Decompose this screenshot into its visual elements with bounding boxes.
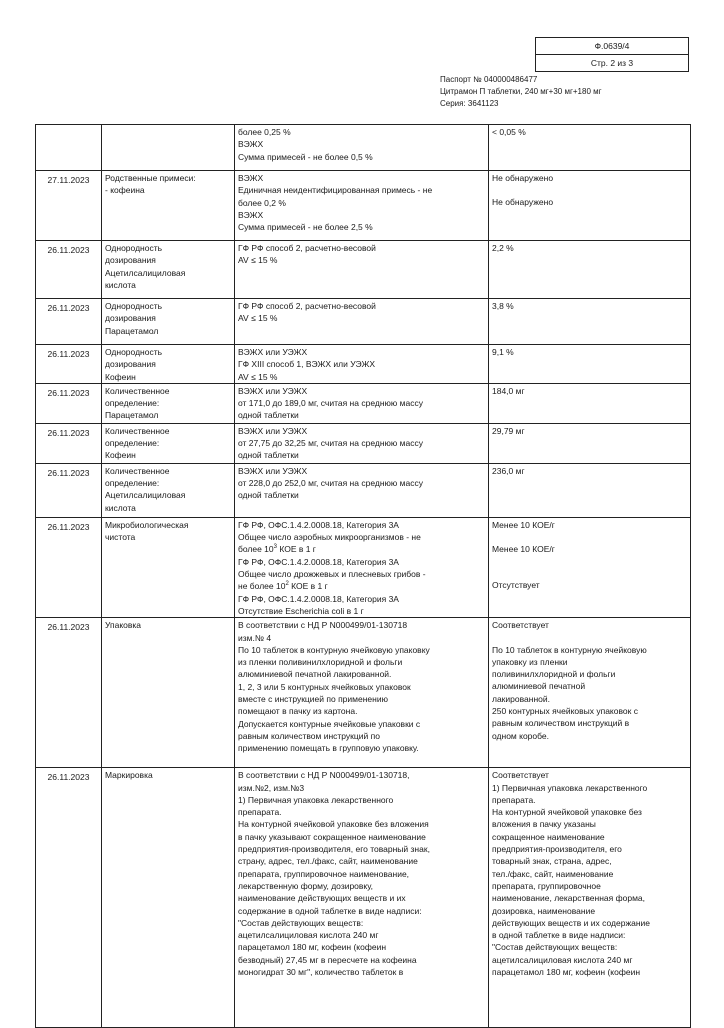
requirement-cell bbox=[235, 768, 489, 1028]
requirement-line: алюминиевой печатной лакированной. bbox=[238, 669, 392, 680]
requirement-line: от 228,0 до 252,0 мг, считая на среднюю массу bbox=[238, 478, 423, 489]
requirement-line: наименование действующих веществ и их bbox=[238, 893, 406, 904]
test-results-table bbox=[35, 124, 691, 1028]
result-line: 9,1 % bbox=[492, 347, 514, 357]
requirement-line: безводный) 27,45 мг в пересчете на кофеина bbox=[238, 954, 417, 965]
result-line: 2,2 % bbox=[492, 243, 514, 253]
test-date-cell bbox=[36, 299, 102, 345]
requirement-line: более 0,2 % bbox=[238, 197, 286, 208]
result-line: парацетамол 180 мг, кофеин (кофеин bbox=[492, 967, 641, 978]
test-date: 26.11.2023 bbox=[47, 521, 90, 532]
requirement-cell bbox=[235, 299, 489, 345]
requirement-line: ГФ РФ, ОФС.1.4.2.0008.18, Категория 3А bbox=[238, 519, 399, 530]
requirement-line: ВЭЖХ или УЭЖХ bbox=[238, 385, 308, 396]
requirement-line: равным количеством инструкций по bbox=[238, 730, 380, 741]
result-line bbox=[492, 184, 687, 196]
test-date: 26.11.2023 bbox=[47, 387, 90, 398]
requirement-cell bbox=[235, 618, 489, 768]
requirement-line: препарата, группировочное наименование, bbox=[238, 868, 410, 879]
result-cell bbox=[489, 768, 691, 1028]
requirement-cell bbox=[235, 463, 489, 517]
result-line: Отсутствует bbox=[492, 580, 540, 591]
requirement-line: По 10 таблеток в контурную ячейковую упаковку bbox=[238, 644, 430, 655]
requirement-line: лекарственную форму, дозировку, bbox=[238, 880, 374, 891]
requirement-line: ГФ РФ, ОФС.1.4.2.0008.18, Категория 3А bbox=[238, 556, 399, 567]
parameter-cell bbox=[102, 125, 235, 171]
result-line: наименование, лекарственная форма, bbox=[492, 893, 645, 904]
result-line: упаковку из пленки bbox=[492, 656, 568, 667]
result-cell bbox=[489, 517, 691, 617]
parameter-line: определение: bbox=[105, 398, 160, 409]
test-date: 26.11.2023 bbox=[47, 622, 90, 633]
result-cell bbox=[489, 423, 691, 463]
requirement-line: ВЭЖХ bbox=[238, 139, 264, 150]
requirement-cell bbox=[235, 125, 489, 171]
requirement-line: препарата. bbox=[238, 807, 282, 818]
result-line: Соответствует bbox=[492, 770, 549, 781]
test-date: 27.11.2023 bbox=[47, 175, 90, 185]
requirement-line: ацетилсалициловая кислота 240 мг bbox=[238, 930, 379, 941]
result-line: алюминиевой печатной bbox=[492, 681, 586, 692]
parameter-line: Однородность bbox=[105, 347, 163, 357]
requirement-line: "Состав действующих веществ: bbox=[238, 917, 364, 928]
parameter-line: Однородность bbox=[105, 243, 163, 253]
table-row bbox=[36, 171, 691, 241]
table-row bbox=[36, 768, 691, 1028]
table-body bbox=[36, 125, 691, 1028]
parameter-line: Однородность bbox=[105, 301, 163, 311]
parameter-line: дозирования bbox=[105, 313, 156, 324]
test-date: 26.11.2023 bbox=[47, 349, 90, 359]
form-code: Ф.0639/4 bbox=[594, 41, 630, 51]
test-date: 26.11.2023 bbox=[47, 772, 90, 783]
requirement-cell bbox=[235, 423, 489, 463]
test-date: 26.11.2023 bbox=[47, 245, 90, 255]
requirement-line: Сумма примесей - не более 2,5 % bbox=[238, 222, 373, 233]
requirement-line: более $10^3$ КОЕ в 1 г bbox=[238, 544, 316, 555]
result-line: действующих веществ и их содержание bbox=[492, 917, 651, 928]
batch-number: Серия: 3641123 bbox=[440, 99, 499, 108]
result-line: На контурной ячейковой упаковке без bbox=[492, 807, 642, 818]
test-date: 26.11.2023 bbox=[47, 427, 90, 438]
requirement-line: Общее число аэробных микроорганизмов - не bbox=[238, 532, 421, 543]
parameter-line: - кофеина bbox=[105, 185, 145, 196]
requirement-line: от 27,75 до 32,25 мг, считая на среднюю массу bbox=[238, 438, 423, 449]
result-cell bbox=[489, 125, 691, 171]
parameter-line: Родственные примеси: bbox=[105, 173, 196, 183]
requirement-line: В соответствии с НД Р N000499/01-130718 bbox=[238, 620, 408, 631]
requirement-line: применению помещать в групповую упаковку. bbox=[238, 743, 419, 754]
parameter-cell bbox=[102, 241, 235, 299]
requirement-line: ГФ РФ, ОФС.1.4.2.0008.18, Категория 3А bbox=[238, 593, 399, 604]
requirement-cell bbox=[235, 345, 489, 384]
requirement-line: изм.№2, изм.№3 bbox=[238, 782, 305, 793]
requirement-line: ВЭЖХ или УЭЖХ bbox=[238, 465, 308, 476]
requirement-line: предприятия-производителя, его товарный знак, bbox=[238, 844, 430, 855]
result-line: равным количеством инструкций в bbox=[492, 718, 630, 729]
requirement-line: AV ≤ 15 % bbox=[238, 371, 278, 382]
requirement-line: ГФ РФ способ 2, расчетно-весовой bbox=[238, 243, 376, 253]
result-line: 236,0 мг bbox=[492, 465, 525, 476]
result-line: Менее 10 КОЕ/г bbox=[492, 519, 555, 530]
parameter-cell bbox=[102, 423, 235, 463]
result-cell bbox=[489, 241, 691, 299]
parameter-line: Маркировка bbox=[105, 770, 153, 781]
requirement-line: AV ≤ 15 % bbox=[238, 255, 278, 266]
parameter-line: Парацетамол bbox=[105, 410, 159, 421]
requirement-line: содержание в одной таблетке в виде надписи: bbox=[238, 905, 422, 916]
parameter-cell bbox=[102, 383, 235, 423]
result-line: < 0,05 % bbox=[492, 127, 526, 137]
result-line: поливинилхлоридной и фольги bbox=[492, 669, 616, 680]
requirement-line: более 0,25 % bbox=[238, 127, 291, 137]
result-line: товарный знак, страна, адрес, bbox=[492, 856, 612, 867]
result-cell bbox=[489, 299, 691, 345]
result-line: 250 контурных ячейковых упаковок с bbox=[492, 706, 638, 717]
requirement-cell bbox=[235, 517, 489, 617]
result-cell bbox=[489, 383, 691, 423]
parameter-line: дозирования bbox=[105, 255, 156, 266]
requirement-line: вместе с инструкцией по применению bbox=[238, 694, 388, 705]
passport-number: Паспорт № 040000486477 bbox=[440, 75, 538, 84]
parameter-cell bbox=[102, 463, 235, 517]
parameter-line: Упаковка bbox=[105, 620, 142, 631]
result-line: "Состав действующих веществ: bbox=[492, 942, 618, 953]
test-date: 26.11.2023 bbox=[47, 303, 90, 313]
result-line: одном коробе. bbox=[492, 730, 549, 741]
parameter-line: Количественное bbox=[105, 425, 170, 436]
requirement-line: страну, адрес, тел./факс, сайт, наименование bbox=[238, 856, 418, 867]
parameter-line: Кофеин bbox=[105, 450, 136, 461]
parameter-line: кислота bbox=[105, 279, 136, 290]
result-line bbox=[492, 531, 687, 543]
parameter-cell bbox=[102, 171, 235, 241]
requirement-line: одной таблетки bbox=[238, 450, 299, 461]
requirement-cell bbox=[235, 241, 489, 299]
parameter-cell bbox=[102, 345, 235, 384]
requirement-line: ГФ XIII способ 1, ВЭЖХ или УЭЖХ bbox=[238, 359, 375, 370]
table-row bbox=[36, 299, 691, 345]
table-row bbox=[36, 618, 691, 768]
requirement-cell bbox=[235, 383, 489, 423]
result-line: в одной таблетке в виде надписи: bbox=[492, 930, 626, 941]
result-line bbox=[492, 567, 687, 579]
requirement-line: парацетамол 180 мг, кофеин (кофеин bbox=[238, 942, 387, 953]
parameter-line: определение: bbox=[105, 478, 160, 489]
table-row bbox=[36, 517, 691, 617]
parameter-cell bbox=[102, 618, 235, 768]
requirement-line: Сумма примесей - не более 0,5 % bbox=[238, 151, 373, 162]
test-date-cell bbox=[36, 125, 102, 171]
result-line: По 10 таблеток в контурную ячейковую bbox=[492, 644, 647, 655]
test-date-cell bbox=[36, 383, 102, 423]
test-date-cell bbox=[36, 241, 102, 299]
requirement-line: из пленки поливинилхлоридной и фольги bbox=[238, 657, 403, 668]
requirement-line: одной таблетки bbox=[238, 490, 299, 501]
requirement-line: помещают в пачку из картона. bbox=[238, 706, 358, 717]
result-line: 184,0 мг bbox=[492, 385, 525, 396]
product-name: Цитрамон П таблетки, 240 мг+30 мг+180 мг bbox=[440, 87, 602, 96]
requirement-line: одной таблетки bbox=[238, 410, 299, 421]
result-line: предприятия-производителя, его bbox=[492, 844, 622, 855]
table-row bbox=[36, 383, 691, 423]
parameter-line: Парацетамол bbox=[105, 325, 159, 336]
parameter-line: кислота bbox=[105, 502, 136, 513]
result-line bbox=[492, 555, 687, 567]
parameter-line: чистота bbox=[105, 532, 136, 543]
requirement-line: изм.№ 4 bbox=[238, 632, 272, 643]
requirement-line: не более $10^2$ КОЕ в 1 г bbox=[238, 581, 328, 592]
requirement-line: Общее число дрожжевых и плесневых грибов - bbox=[238, 569, 426, 580]
parameter-line: Кофеин bbox=[105, 371, 136, 382]
requirement-line: AV ≤ 15 % bbox=[238, 313, 278, 324]
requirement-line: ВЭЖХ или УЭЖХ bbox=[238, 425, 308, 436]
result-line: 1) Первичная упаковка лекарственного bbox=[492, 782, 648, 793]
table-row bbox=[36, 463, 691, 517]
table-row bbox=[36, 345, 691, 384]
result-cell bbox=[489, 618, 691, 768]
requirement-line: моногидрат 30 мг", количество таблеток в bbox=[238, 967, 404, 978]
requirement-line: Отсутствие Escherichia coli в 1 г bbox=[238, 605, 364, 616]
result-cell bbox=[489, 171, 691, 241]
parameter-line: Ацетилсалициловая bbox=[105, 490, 186, 501]
result-line: дозировка, наименование bbox=[492, 905, 596, 916]
result-line: сокращенное наименование bbox=[492, 831, 605, 842]
test-date-cell bbox=[36, 171, 102, 241]
requirement-line: 1, 2, 3 или 5 контурных ячейковых упаковок bbox=[238, 681, 411, 692]
test-date: 26.11.2023 bbox=[47, 467, 90, 478]
result-line: лакированной. bbox=[492, 693, 550, 704]
result-line: Не обнаружено bbox=[492, 173, 554, 183]
parameter-cell bbox=[102, 768, 235, 1028]
requirement-line: Допускается контурные ячейковые упаковки с bbox=[238, 718, 421, 729]
parameter-line: Количественное bbox=[105, 385, 170, 396]
result-line: препарата. bbox=[492, 794, 536, 805]
requirement-line: от 171,0 до 189,0 мг, считая на среднюю массу bbox=[238, 398, 423, 409]
result-line: препарата, группировочное bbox=[492, 880, 601, 891]
requirement-line: Единичная неидентифицированная примесь - не bbox=[238, 185, 433, 196]
parameter-line: Ацетилсалициловая bbox=[105, 267, 186, 278]
result-line: вложения в пачку указаны bbox=[492, 819, 596, 830]
requirement-line: в пачку указывают сокращенное наименование bbox=[238, 831, 426, 842]
parameter-cell bbox=[102, 299, 235, 345]
parameter-line: Микробиологическая bbox=[105, 519, 189, 530]
page-number: Стр. 2 из 3 bbox=[536, 54, 688, 71]
test-date-cell bbox=[36, 768, 102, 1028]
parameter-line: Количественное bbox=[105, 465, 170, 476]
requirement-line: ВЭЖХ или УЭЖХ bbox=[238, 347, 308, 357]
parameter-cell bbox=[102, 517, 235, 617]
table-row bbox=[36, 241, 691, 299]
requirement-line: ГФ РФ способ 2, расчетно-весовой bbox=[238, 301, 376, 311]
test-date-cell bbox=[36, 345, 102, 384]
result-line: 3,8 % bbox=[492, 301, 514, 311]
result-line: 29,79 мг bbox=[492, 425, 525, 436]
parameter-line: дозирования bbox=[105, 359, 156, 370]
requirement-line: ВЭЖХ bbox=[238, 173, 264, 183]
result-line bbox=[492, 632, 687, 644]
result-cell bbox=[489, 463, 691, 517]
requirement-line: ВЭЖХ bbox=[238, 209, 264, 220]
test-date-cell bbox=[36, 423, 102, 463]
result-line: Менее 10 КОЕ/г bbox=[492, 544, 555, 555]
result-cell bbox=[489, 345, 691, 384]
result-line: Соответствует bbox=[492, 620, 549, 631]
requirement-line: На контурной ячейковой упаковке без вложения bbox=[238, 819, 429, 830]
table-row bbox=[36, 125, 691, 171]
parameter-line: определение: bbox=[105, 438, 160, 449]
result-line: тел./факс, сайт, наименование bbox=[492, 868, 614, 879]
requirement-line: В соответствии с НД Р N000499/01-130718, bbox=[238, 770, 410, 781]
table-row bbox=[36, 423, 691, 463]
result-line: Не обнаружено bbox=[492, 197, 554, 208]
result-line: ацетилсалициловая кислота 240 мг bbox=[492, 954, 633, 965]
test-date-cell bbox=[36, 463, 102, 517]
test-date-cell bbox=[36, 618, 102, 768]
requirement-line: 1) Первичная упаковка лекарственного bbox=[238, 794, 394, 805]
requirement-cell bbox=[235, 171, 489, 241]
passport-info bbox=[440, 74, 602, 110]
form-code-box bbox=[535, 37, 689, 72]
test-date-cell bbox=[36, 517, 102, 617]
